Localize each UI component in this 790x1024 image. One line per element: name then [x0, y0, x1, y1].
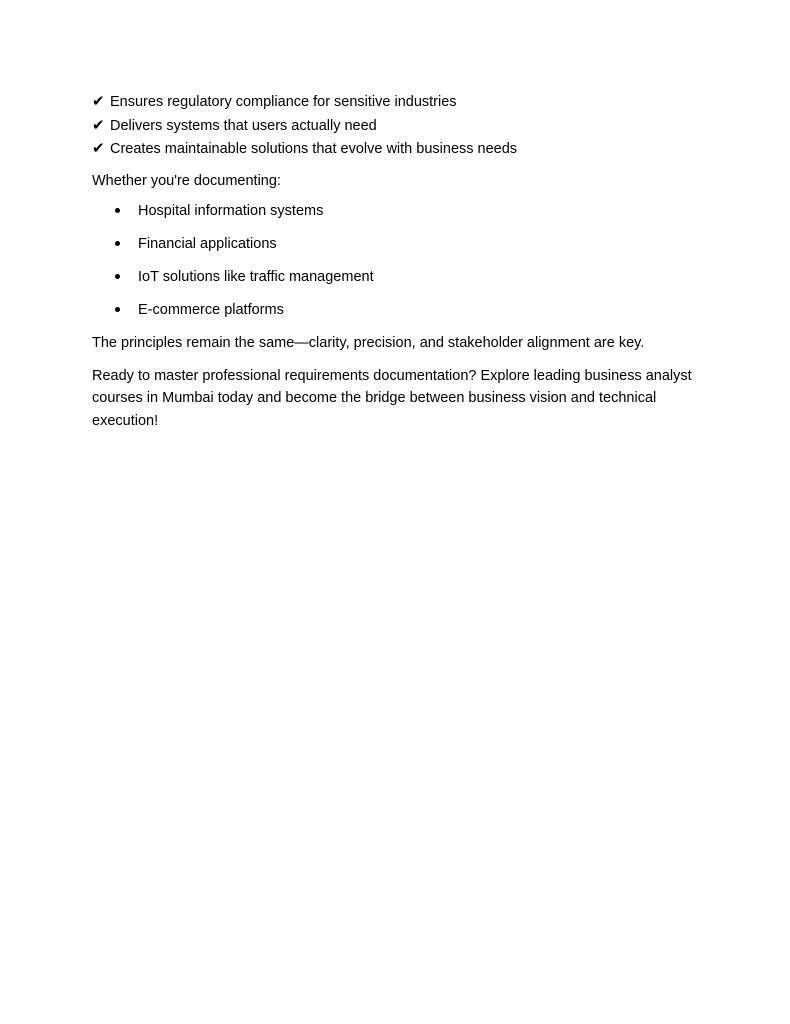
intro-paragraph: Whether you're documenting:: [92, 172, 281, 189]
list-item-text: IoT solutions like traffic management: [138, 269, 374, 285]
checklist-item-text: Creates maintainable solutions that evolve with business needs: [110, 141, 518, 157]
list-item: [92, 299, 702, 332]
benefits-checklist: [92, 90, 702, 161]
checklist-item: [92, 137, 702, 161]
bullet-icon: [115, 241, 120, 246]
list-item-text: Financial applications: [138, 236, 277, 252]
document-body: [92, 90, 702, 432]
call-to-action-paragraph: Ready to master professional requirements documentation? Explore leading business analyst courses in Mumbai today and become the bridge between business vision and technical execution!: [92, 367, 692, 429]
check-mark-icon: ✔: [92, 115, 105, 134]
list-item: [92, 233, 702, 266]
list-item: [92, 200, 702, 233]
list-item: [92, 266, 702, 299]
checklist-item: [92, 90, 702, 114]
checklist-item-text: Ensures regulatory compliance for sensitive industries: [110, 94, 457, 110]
list-item-text: E-commerce platforms: [138, 302, 284, 318]
check-mark-icon: ✔: [92, 139, 105, 157]
bullet-icon: [115, 274, 120, 279]
bullet-icon: [115, 208, 120, 213]
system-types-list: [92, 200, 702, 332]
check-mark-icon: ✔: [92, 92, 105, 110]
bullet-icon: [115, 307, 120, 312]
checklist-item: [92, 114, 702, 138]
checklist-item-text: Delivers systems that users actually need: [110, 117, 377, 134]
principles-paragraph: The principles remain the same—clarity, precision, and stakeholder alignment are key.: [92, 335, 645, 351]
list-item-text: Hospital information systems: [138, 203, 324, 219]
